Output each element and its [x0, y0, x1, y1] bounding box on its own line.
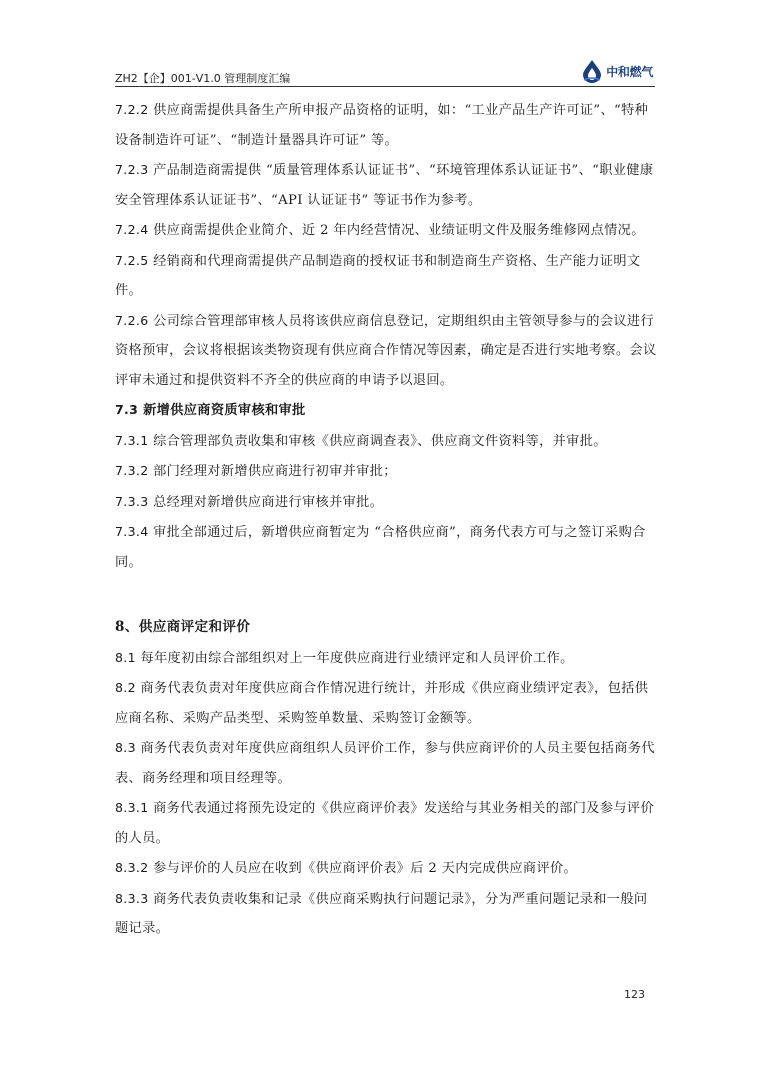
clause-8-3-2: 8.3.2 参与评价的人员应在收到《供应商评价表》后 2 天内完成供应商评价。: [115, 860, 578, 876]
section-8-heading: 8、供应商评定和评价: [115, 619, 251, 635]
company-logo: [581, 58, 653, 84]
page-header: [115, 58, 655, 88]
clause-7-2-6: 7.2.6 公司综合管理部审核人员将该供应商信息登记，定期组织由主管领导参与的会议进行资格预审，会议将根据该类物资现有供应商合作情况等因素，确定是否进行实地考察。会议评审未通过和提供资料不齐全的供应商的申请予以退回。: [115, 312, 657, 388]
clause-8-3: 8.3 商务代表负责对年度供应商组织人员评价工作，参与供应商评价的人员主要包括商务代表、商务经理和项目经理等。: [115, 740, 655, 786]
clause-7-3-2: 7.3.2 部门经理对新增供应商进行初审并审批；: [115, 463, 397, 479]
clause-8-3-1: 8.3.1 商务代表通过将预先设定的《供应商评价表》发送给与其业务相关的部门及参与评价的人员。: [115, 800, 654, 846]
clause-7-2-3: 7.2.3 产品制造商需提供 “质量管理体系认证证书”、“环境管理体系认证证书”、“职业健康安全管理体系认证证书”、“API 认证证书” 等证书作为参考。: [115, 162, 654, 208]
clause-7-2-4: 7.2.4 供应商需提供企业简介、近 2 年内经营情况、业绩证明文件及服务维修网点情况。: [115, 222, 645, 238]
clause-8-2: 8.2 商务代表负责对年度供应商合作情况进行统计，并形成《供应商业绩评定表》，包括供应商名称、采购产品类型、采购签单数量、采购签订金额等。: [115, 680, 649, 726]
flame-drop-icon: [581, 59, 603, 83]
section-7-3-heading: 7.3 新增供应商资质审核和审批: [115, 402, 306, 418]
clause-7-2-2: 7.2.2 供应商需提供具备生产所申报产品资格的证明，如：“工业产品生产许可证”、“特种设备制造许可证”、“制造计量器具许可证” 等。: [115, 102, 649, 148]
page-number: 123: [624, 988, 645, 1001]
clause-7-3-1: 7.3.1 综合管理部负责收集和审核《供应商调查表》、供应商文件资料等，并审批。: [115, 432, 607, 449]
clause-7-3-3: 7.3.3 总经理对新增供应商进行审核并审批。: [115, 493, 384, 510]
clause-8-3-3: 8.3.3 商务代表负责收集和记录《供应商采购执行问题记录》，分为严重问题记录和一般问题记录。: [115, 890, 648, 936]
document-body: [115, 95, 660, 944]
header-divider: [115, 86, 655, 87]
clause-8-1: 8.1 每年度初由综合部组织对上一年度供应商进行业绩评定和人员评价工作。: [115, 649, 574, 666]
logo-text: 中和燃气: [606, 64, 653, 79]
header-title: ZH2【企】001-V1.0 管理制度汇编: [115, 72, 291, 85]
clause-7-2-5: 7.2.5 经销商和代理商需提供产品制造商的授权证书和制造商生产资格、生产能力证明文件。: [115, 252, 641, 298]
clause-7-3-4: 7.3.4 审批全部通过后，新增供应商暂定为 “合格供应商”，商务代表方可与之签订采购合同。: [115, 524, 646, 570]
